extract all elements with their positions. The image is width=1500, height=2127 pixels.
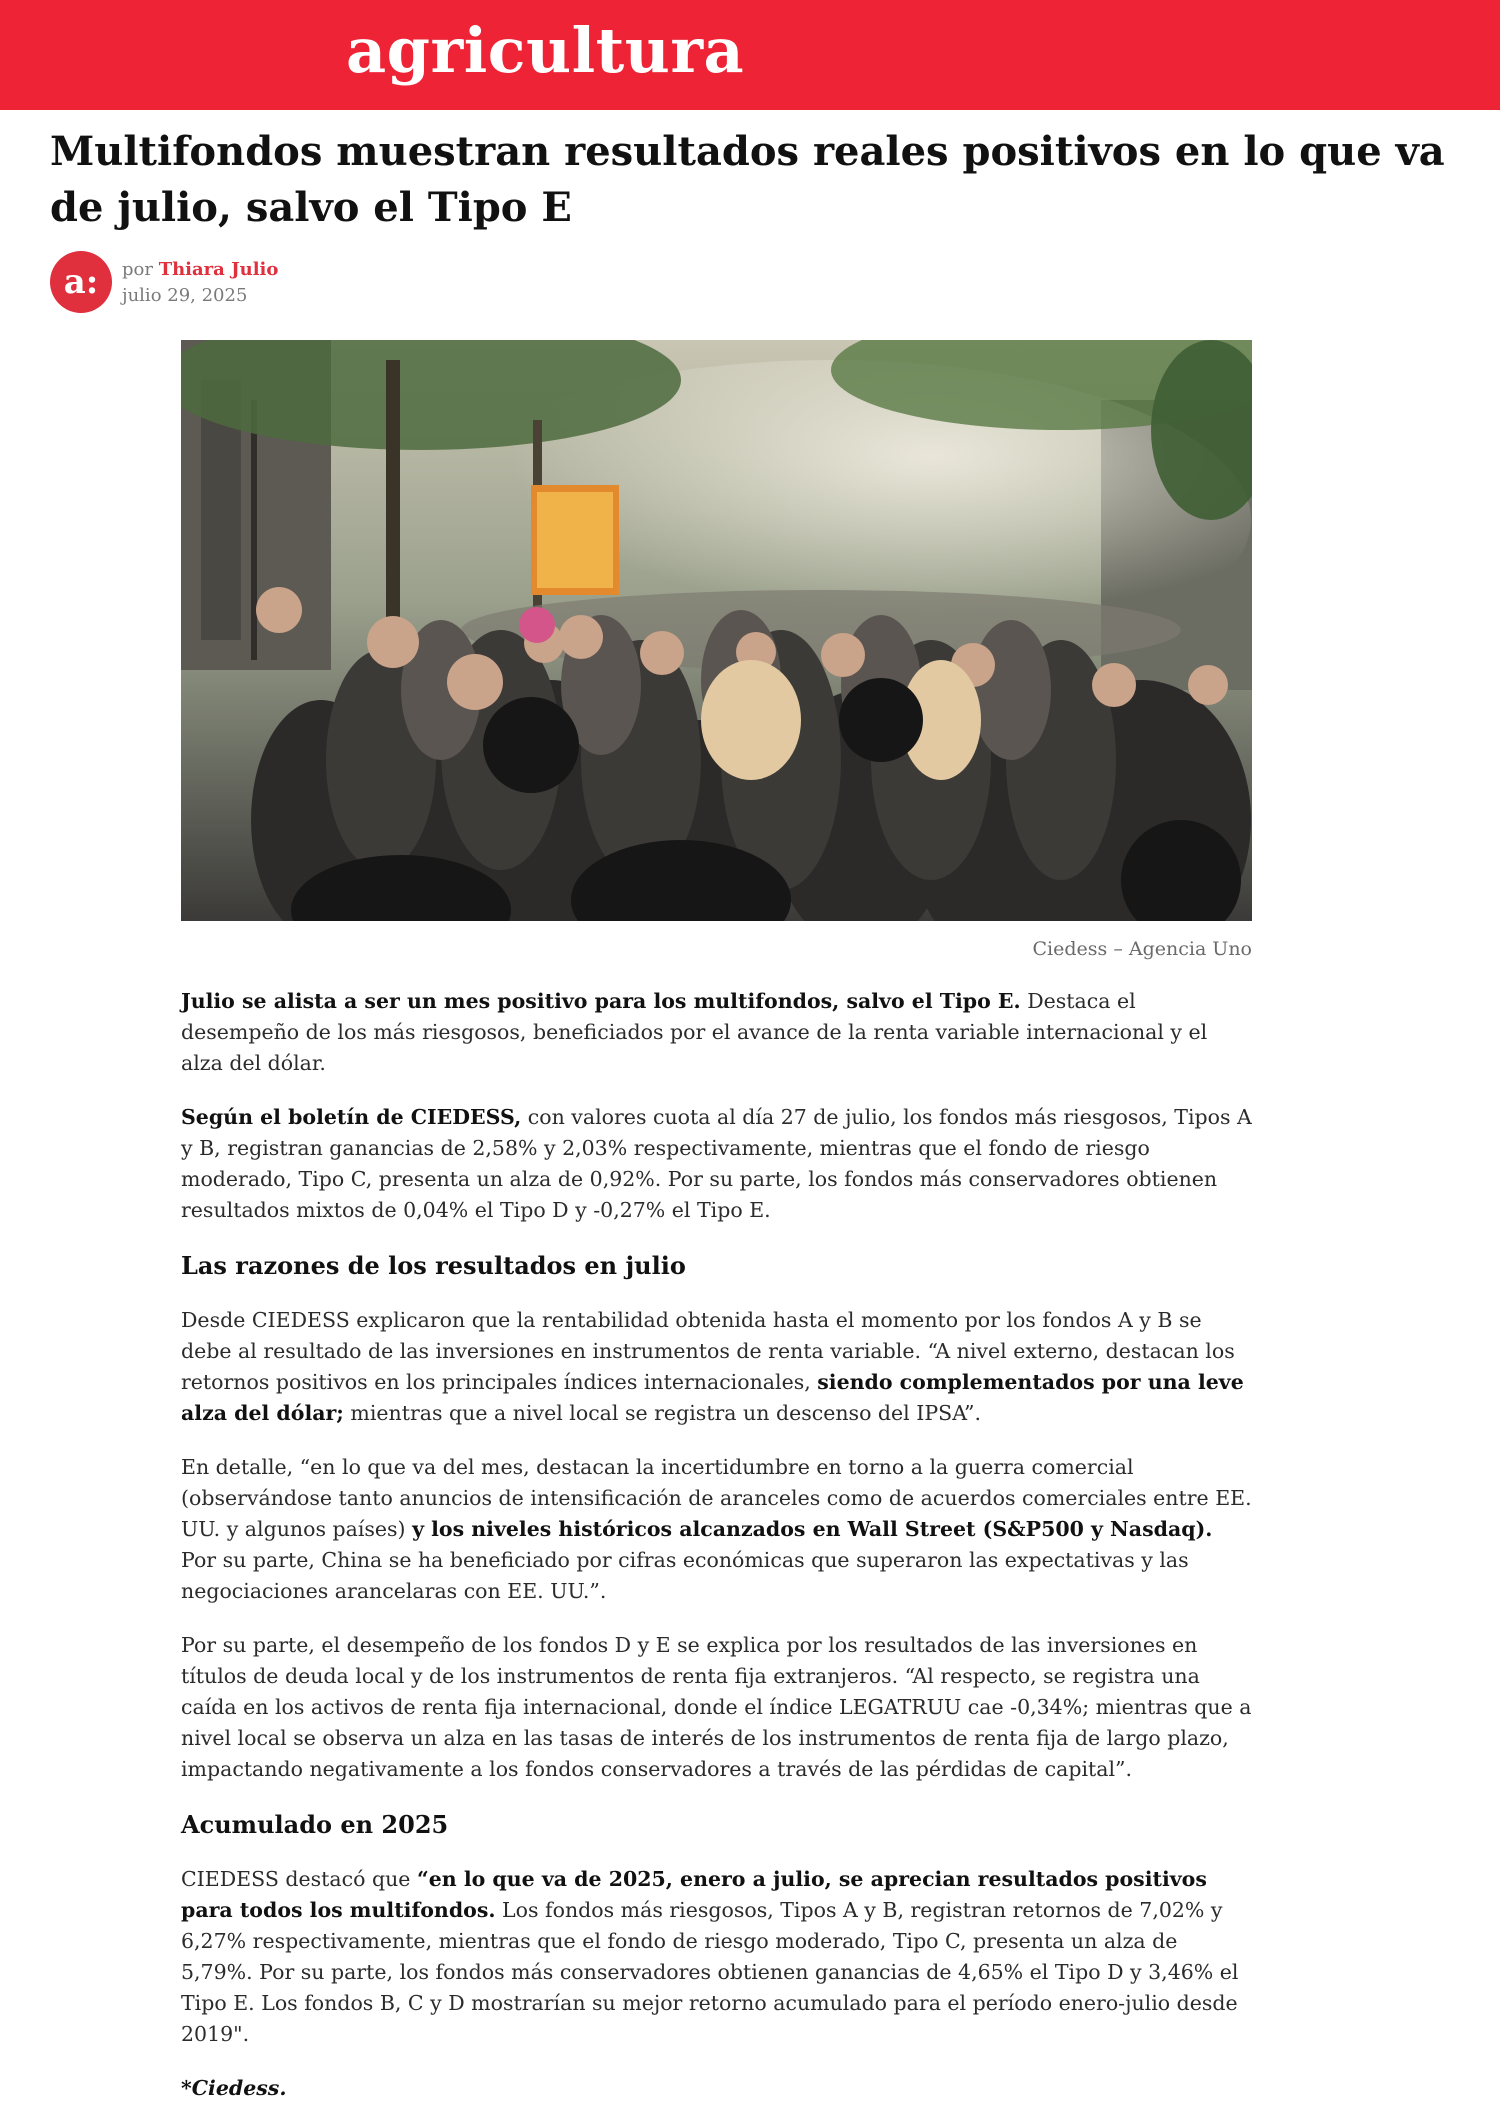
byline bbox=[122, 259, 278, 280]
paragraph-boletin bbox=[181, 1102, 1252, 1226]
paragraph-detalle bbox=[181, 1452, 1252, 1607]
heading-razones: Las razones de los resultados en julio bbox=[181, 1251, 686, 1280]
site-header bbox=[0, 0, 1500, 110]
paragraph-razones-bold: siendo complementados por una leve alza del dólar; bbox=[181, 1370, 1244, 1425]
article-signoff: *Ciedess. bbox=[181, 2076, 287, 2100]
paragraph-acumulado-text2: Los fondos más riesgosos, Tipos A y B, registran retornos de 7,02% y 6,27% respectivamente, mientras que el fondo de riesgo moderado, Tipo C, presenta un alza de 5,79%. Por su parte, los fondos más conservadores obtienen ganancias de 4,65% el Tipo D y 3,46% el Tipo E. Los fondos B, C y D mostrarían su mejor retorno acumulado para el período enero-julio desde 2019". bbox=[181, 1898, 1239, 2046]
article-body bbox=[181, 986, 1252, 2127]
image-caption: Ciedess – Agencia Uno bbox=[1032, 938, 1252, 960]
paragraph-detalle-text1: En detalle, “en lo que va del mes, destacan la incertidumbre en torno a la guerra comercial (observándose tanto anuncios de intensificación de aranceles como de acuerdos comerciales entre EE. UU. y algunos países) bbox=[181, 1455, 1252, 1541]
paragraph-intro bbox=[181, 986, 1252, 1079]
paragraph-detalle-text2: Por su parte, China se ha beneficiado por cifras económicas que superaron las expectativas y las negociaciones arancelaras con EE. UU.”. bbox=[181, 1548, 1189, 1603]
article-photo bbox=[181, 340, 1252, 921]
paragraph-acumulado bbox=[181, 1864, 1252, 2050]
paragraph-fondos-d-e: Por su parte, el desempeño de los fondos D y E se explica por los resultados de las inversiones en títulos de deuda local y de los instrumentos de renta fija extranjeros. “Al respecto, se registra una caída en los activos de renta fija internacional, donde el índice LEGATRUU cae -0,34%; mientras que a nivel local se observa un alza en las tasas de interés de los instrumentos de renta fija de largo plazo, impactando negativamente a los fondos conservadores a través de las pérdidas de capital”. bbox=[181, 1633, 1252, 1781]
paragraph-boletin-text: con valores cuota al día 27 de julio, los fondos más riesgosos, Tipos A y B, registran ganancias de 2,58% y 2,03% respectivamente, mientras que el fondo de riesgo moderado, Tipo C, presenta un alza de 0,92%. Por su parte, los fondos más conservadores obtienen resultados mixtos de 0,04% el Tipo D y -0,27% el Tipo E. bbox=[181, 1105, 1252, 1222]
paragraph-razones-text1: Desde CIEDESS explicaron que la rentabilidad obtenida hasta el momento por los fondos A y B se debe al resultado de las inversiones en instrumentos de renta variable. “A nivel externo, destacan los retornos positivos en los principales índices internacionales, bbox=[181, 1308, 1235, 1394]
paragraph-boletin-bold: Según el boletín de CIEDESS, bbox=[181, 1105, 522, 1129]
paragraph-acumulado-text1: CIEDESS destacó que bbox=[181, 1867, 417, 1891]
paragraph-razones bbox=[181, 1305, 1252, 1429]
article-title: Multifondos muestran resultados reales positivos en lo que va de julio, salvo el Tipo E bbox=[50, 128, 1445, 231]
author-avatar[interactable]: a: bbox=[50, 251, 112, 313]
crowd-street-photo bbox=[181, 340, 1252, 921]
paragraph-acumulado-bold: “en lo que va de 2025, enero a julio, se aprecian resultados positivos para todos los multifondos. bbox=[181, 1867, 1207, 1922]
heading-acumulado: Acumulado en 2025 bbox=[181, 1810, 449, 1839]
paragraph-detalle-bold: y los niveles históricos alcanzados en Wall Street (S&P500 y Nasdaq). bbox=[412, 1517, 1213, 1541]
author-link[interactable]: Thiara Julio bbox=[158, 259, 279, 280]
publish-date: julio 29, 2025 bbox=[122, 285, 248, 306]
paragraph-intro-text: Destaca el desempeño de los más riesgosos, beneficiados por el avance de la renta variable internacional y el alza del dólar. bbox=[181, 989, 1208, 1075]
byline-prefix: por bbox=[122, 259, 153, 280]
paragraph-razones-text2: mientras que a nivel local se registra un descenso del IPSA”. bbox=[343, 1401, 981, 1425]
paragraph-intro-bold: Julio se alista a ser un mes positivo para los multifondos, salvo el Tipo E. bbox=[181, 989, 1021, 1013]
site-logo[interactable]: agricultura bbox=[346, 14, 745, 87]
